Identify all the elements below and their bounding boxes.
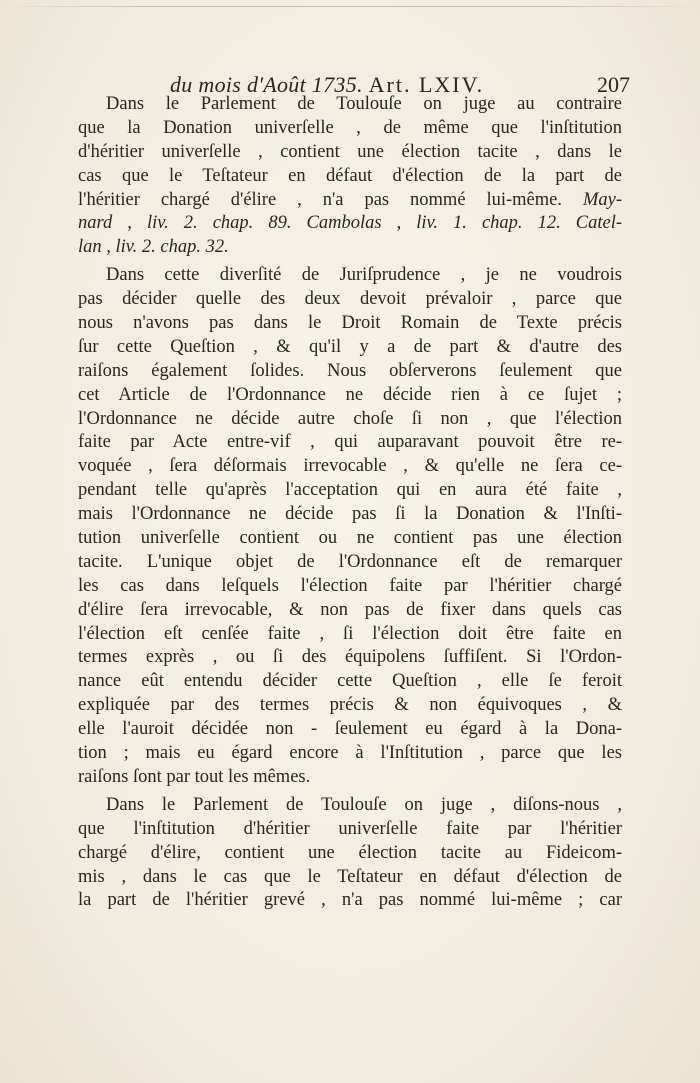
text-line: que l'inſtitution d'héritier univerſelle faite par l'héritier <box>78 818 622 839</box>
article-number: Art. LXIV. <box>368 72 485 97</box>
text-line: pendant telle qu'après l'acceptation qui en aura été faite , <box>78 480 622 501</box>
text-line: raiſons également ſolides. Nous obſerverons ſeulement que <box>78 360 622 381</box>
text-line: mis , dans le cas que le Teſtateur en défaut d'élection de <box>78 866 622 887</box>
text-line: d'élire ſera irrevocable, & non pas de fixer dans quels cas <box>78 599 622 620</box>
text-line: chargé d'élire, contient une élection tacite au Fideicom- <box>78 842 622 863</box>
body-text <box>78 93 622 913</box>
page-top-edge <box>0 6 700 7</box>
text-line: pas décider quelle des deux devoit prévaloir , parce que <box>78 289 622 310</box>
text-line: mais l'Ordonnance ne décide pas ſi la Donation & l'Inſti- <box>78 504 622 525</box>
text-line: tution univerſelle contient ou ne contient pas une élection <box>78 528 622 549</box>
citation-line <box>78 236 622 260</box>
page-number: 207 <box>597 72 630 97</box>
text-line: nous n'avons pas dans le Droit Romain de Texte précis <box>78 313 622 334</box>
citation-line <box>78 212 622 236</box>
text-line: elle l'auroit décidée non - ſeulement eu égard à la Dona- <box>78 719 622 740</box>
text-line: raiſons ſont par tout les mêmes. <box>78 766 311 787</box>
text-line: expliquée par des termes précis & non équivoques , & <box>78 695 622 716</box>
text-line: tion ; mais eu égard encore à l'Inſtitution , parce que les <box>78 743 622 764</box>
text-line: l'Ordonnance ne décide autre choſe ſi non , que l'élection <box>78 408 622 429</box>
text-line: la part de l'héritier grevé , n'a pas nommé lui-même ; car <box>78 890 622 911</box>
text-line: cas que le Teſtateur en défaut d'élection de la part de <box>78 165 622 186</box>
citation: lan , liv. 2. chap. 32. <box>78 237 229 258</box>
text-line: les cas dans leſquels l'élection faite par l'héritier chargé <box>78 575 622 596</box>
text-line: l'élection eſt cenſée faite , ſi l'élection doit être faite en <box>78 623 622 644</box>
text-line: cet Article de l'Ordonnance ne décide rien à ce ſujet ; <box>78 384 622 405</box>
running-head-date: du mois d'Août 1735. <box>170 72 363 97</box>
text-fragment: l'héritier chargé d'élire , n'a pas nommé lui-même. <box>78 189 562 210</box>
text-line: d'héritier univerſelle , contient une élection tacite , dans le <box>78 141 622 162</box>
text-line: voquée , ſera déſormais irrevocable , & qu'elle ne ſera ce- <box>78 456 622 477</box>
text-line: Dans cette diverſité de Juriſprudence , je ne voudrois <box>106 265 622 286</box>
text-line: ſur cette Queſtion , & qu'il y a de part & d'autre des <box>78 336 622 357</box>
text-line: termes exprès , ou ſi des équipolens ſuffiſent. Si l'Ordon- <box>78 647 622 668</box>
text-line: Dans le Parlement de Toulouſe on juge au contraire <box>106 94 622 114</box>
text-line: nance eût entendu décider cette Queſtion , elle ſe feroit <box>78 671 622 692</box>
text-line: tacite. L'unique objet de l'Ordonnance eſt de remarquer <box>78 551 622 572</box>
text-line: Dans le Parlement de Toulouſe on juge , diſons-nous , <box>106 794 622 815</box>
text-line: faite par Acte entre-vif , qui auparavant pouvoit être re- <box>78 432 622 453</box>
text-line <box>78 189 622 213</box>
citation: nard , liv. 2. chap. 89. Cambolas , liv. 1. chap. 12. Catel- <box>78 213 622 234</box>
citation: May- <box>582 189 622 210</box>
text-line: que la Donation univerſelle , de même que l'inſtitution <box>78 117 622 138</box>
